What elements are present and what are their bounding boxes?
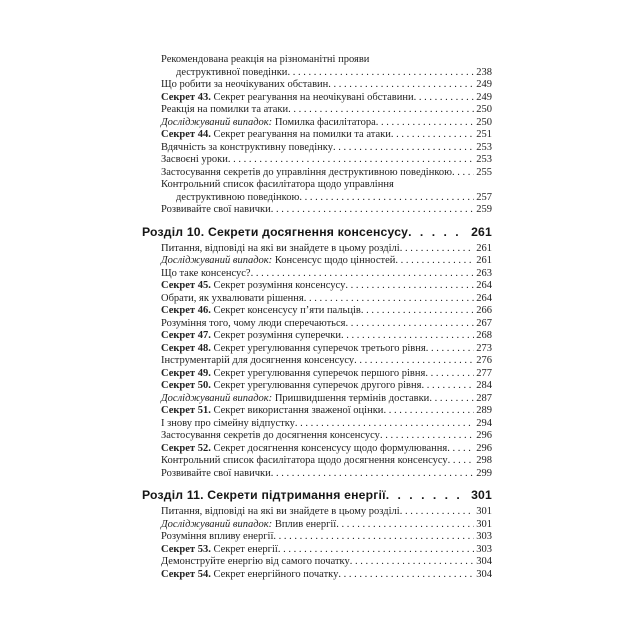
toc-entry [142,280,492,293]
toc-entry [142,167,492,180]
toc-entry [142,129,492,142]
leader-dots [328,79,474,92]
page-number: 289 [476,405,492,416]
leader-dots [288,104,474,117]
page-number: 250 [476,116,492,128]
page-number: 304 [476,556,492,567]
toc-entry [142,268,492,281]
entry-title: Реакція на помилки та атаки [161,104,289,115]
chapter-heading [142,225,492,240]
toc-entry [142,368,492,381]
leader-dots [408,225,467,240]
leader-dots [391,129,474,142]
toc-entry-wrap-first [142,179,492,192]
page-number: 263 [476,267,492,279]
leader-dots [273,531,474,544]
toc-entry-wrap-first [142,54,492,67]
toc-section [142,225,492,481]
toc-entry [142,443,492,456]
entry-title: Секрет урегулювання суперечок третього рівня [213,342,426,354]
leader-dots [304,293,474,306]
page-number: 255 [476,166,492,178]
entry-title: Секрет консенсусу п’яти пальців [213,305,361,316]
page-number: 267 [476,317,492,329]
entry-title: Інструментарій для досягнення консенсусу [161,355,355,366]
page-number: 249 [476,79,492,90]
toc-entry [142,318,492,331]
entry-title: Пришвидшення термінів доставки [274,392,430,404]
entry-title: деструктивної поведінки [176,66,288,78]
toc-entry [142,343,492,356]
page-number: 298 [476,455,492,466]
page-number: 303 [476,531,492,542]
entry-title: Секрет урегулювання суперечок другого рівня [213,380,422,391]
toc-entry [142,117,492,130]
page-number: 266 [476,305,492,316]
entry-title: Вдячність за конструктивну поведінку [161,141,333,153]
page-number: 287 [476,392,492,404]
page-number: 301 [476,506,492,517]
toc-entry [142,380,492,393]
page-number: 276 [476,355,492,366]
entry-bold-prefix: Секрет 53. [161,543,214,555]
entry-title: Секрет енергійного початку [213,568,339,580]
leader-dots [414,92,475,105]
leader-dots [376,117,474,130]
leader-dots [338,569,474,582]
entry-title: Секрет розуміння консенсусу [213,280,346,291]
page-number: 294 [476,417,492,429]
page-number: 253 [476,154,492,165]
entry-title: Засвоєні уроки [161,154,228,165]
leader-dots [421,380,474,393]
chapter-title: Розділ 11. Секрети підтримання енергії [142,488,386,502]
leader-dots [400,506,475,519]
toc-entry [142,204,492,217]
toc-entry [142,455,492,468]
page-number: 277 [476,367,492,379]
toc-entry [142,506,492,519]
toc-entry [142,142,492,155]
page-number: 264 [476,292,492,304]
entry-italic-prefix: Досліджуваний випадок: [161,116,275,128]
leader-dots [278,544,474,557]
leader-dots [380,430,474,443]
toc-entry [142,330,492,343]
leader-dots [429,393,474,406]
page-number: 304 [476,568,492,580]
page-number: 299 [476,467,492,479]
toc-entry [142,79,492,92]
entry-title: Розвивайте свої навички [161,204,271,215]
entry-title: Застосування секретів до управління деструктивною поведінкою [161,166,453,178]
toc-entry [142,531,492,544]
entry-title: Помилка фасилітатора [274,116,376,128]
entry-bold-prefix: Секрет 46. [161,305,214,316]
entry-title: Контрольний список фасилітатора щодо управління [161,179,394,190]
leader-dots [295,418,474,431]
leader-dots [383,405,474,418]
entry-italic-prefix: Досліджуваний випадок: [161,518,275,530]
leader-dots [299,192,474,205]
toc-entry [142,556,492,569]
leader-dots [354,355,474,368]
page-number: 268 [476,330,492,341]
entry-title: Секрет досягнення консенсусу щодо формулювання [213,442,448,454]
leader-dots [386,488,467,503]
entry-title: Секрет енергії [213,543,278,555]
chapter-heading [142,488,492,503]
toc-section [142,488,492,581]
page-number: 273 [476,342,492,354]
page-number: 301 [476,518,492,530]
page-number: 251 [476,129,492,140]
entry-title: Що робити за неочікуваних обставин [161,79,329,90]
toc-entry-wrap-cont [142,67,492,80]
leader-dots [448,455,475,468]
page-number: 303 [476,543,492,555]
leader-dots [345,280,474,293]
leader-dots [333,142,474,155]
toc-entry [142,243,492,256]
entry-title: Питання, відповіді на які ви знайдете в цьому розділі [161,242,400,254]
leader-dots [452,167,474,180]
toc-entry [142,430,492,443]
toc-entry-wrap-cont [142,192,492,205]
entry-title: деструктивною поведінкою [176,191,300,203]
entry-bold-prefix: Секрет 51. [161,405,214,416]
page-number: 261 [471,224,492,239]
toc-entry [142,355,492,368]
entry-title: Рекомендована реакція на різноманітні прояви [161,54,370,65]
entry-title: Консенсус щодо цінностей [274,255,396,266]
entry-title: І знову про сімейну відпустку [161,417,295,429]
leader-dots [228,154,474,167]
toc-entry [142,418,492,431]
toc-entry [142,305,492,318]
leader-dots [271,468,475,481]
entry-bold-prefix: Секрет 44. [161,129,214,140]
page-number: 296 [476,430,492,441]
page-number: 261 [476,242,492,254]
page-number: 238 [476,66,492,78]
leader-dots [341,330,474,343]
page-number: 301 [471,488,492,502]
entry-bold-prefix: Секрет 48. [161,342,214,354]
entry-title: Обрати, як ухвалювати рішення [161,292,304,304]
toc-section [142,54,492,217]
page-number: 249 [476,91,492,103]
entry-title: Секрет розуміння суперечки [213,330,341,341]
chapter-title: Розділ 10. Секрети досягнення консенсусу [142,224,409,239]
entry-title: Демонструйте енергію від самого початку [161,556,350,567]
entry-title: Розуміння впливу енергії [161,531,274,542]
page-number: 250 [476,104,492,115]
toc-entry [142,104,492,117]
page-number: 257 [476,191,492,203]
entry-title: Розвивайте свої навички [161,467,271,479]
page-number: 261 [476,255,492,266]
entry-title: Контрольний список фасилітатора щодо досягнення консенсусу [161,455,448,466]
entry-title: Секрет використання зваженої оцінки [213,405,384,416]
entry-bold-prefix: Секрет 54. [161,568,214,580]
entry-bold-prefix: Секрет 45. [161,280,214,291]
entry-bold-prefix: Секрет 49. [161,367,214,379]
leader-dots [426,343,475,356]
leader-dots [447,443,474,456]
leader-dots [361,305,474,318]
entry-title: Вплив енергії [274,518,337,530]
entry-title: Розуміння того, чому люди сперечаються [161,317,346,329]
leader-dots [425,368,474,381]
entry-title: Застосування секретів до досягнення консенсусу [161,430,380,441]
toc-entry [142,468,492,481]
entry-bold-prefix: Секрет 50. [161,380,214,391]
entry-title: Секрет реагування на помилки та атаки [213,129,391,140]
page-number: 296 [476,442,492,454]
toc-entry [142,154,492,167]
toc-entry [142,293,492,306]
entry-bold-prefix: Секрет 43. [161,91,214,103]
leader-dots [350,556,475,569]
page-number: 284 [476,380,492,391]
leader-dots [336,519,474,532]
leader-dots [400,243,475,256]
toc-entry [142,544,492,557]
toc-entry [142,519,492,532]
toc-entry [142,569,492,582]
entry-title: Секрет урегулювання суперечок першого рівня [213,367,426,379]
entry-bold-prefix: Секрет 47. [161,330,214,341]
page-number: 253 [476,141,492,153]
leader-dots [395,255,474,268]
toc [142,54,492,581]
entry-title: Що таке консенсус? [161,267,251,279]
toc-entry [142,255,492,268]
entry-italic-prefix: Досліджуваний випадок: [161,255,275,266]
leader-dots [271,204,475,217]
page-number: 264 [476,280,492,291]
page-number: 259 [476,204,492,215]
leader-dots [251,268,475,281]
entry-title: Питання, відповіді на які ви знайдете в цьому розділі [161,506,400,517]
leader-dots [345,318,474,331]
entry-bold-prefix: Секрет 52. [161,442,214,454]
entry-italic-prefix: Досліджуваний випадок: [161,392,275,404]
entry-title: Секрет реагування на неочікувані обставини [213,91,414,103]
leader-dots [287,67,474,80]
toc-entry [142,393,492,406]
toc-entry [142,92,492,105]
toc-entry [142,405,492,418]
